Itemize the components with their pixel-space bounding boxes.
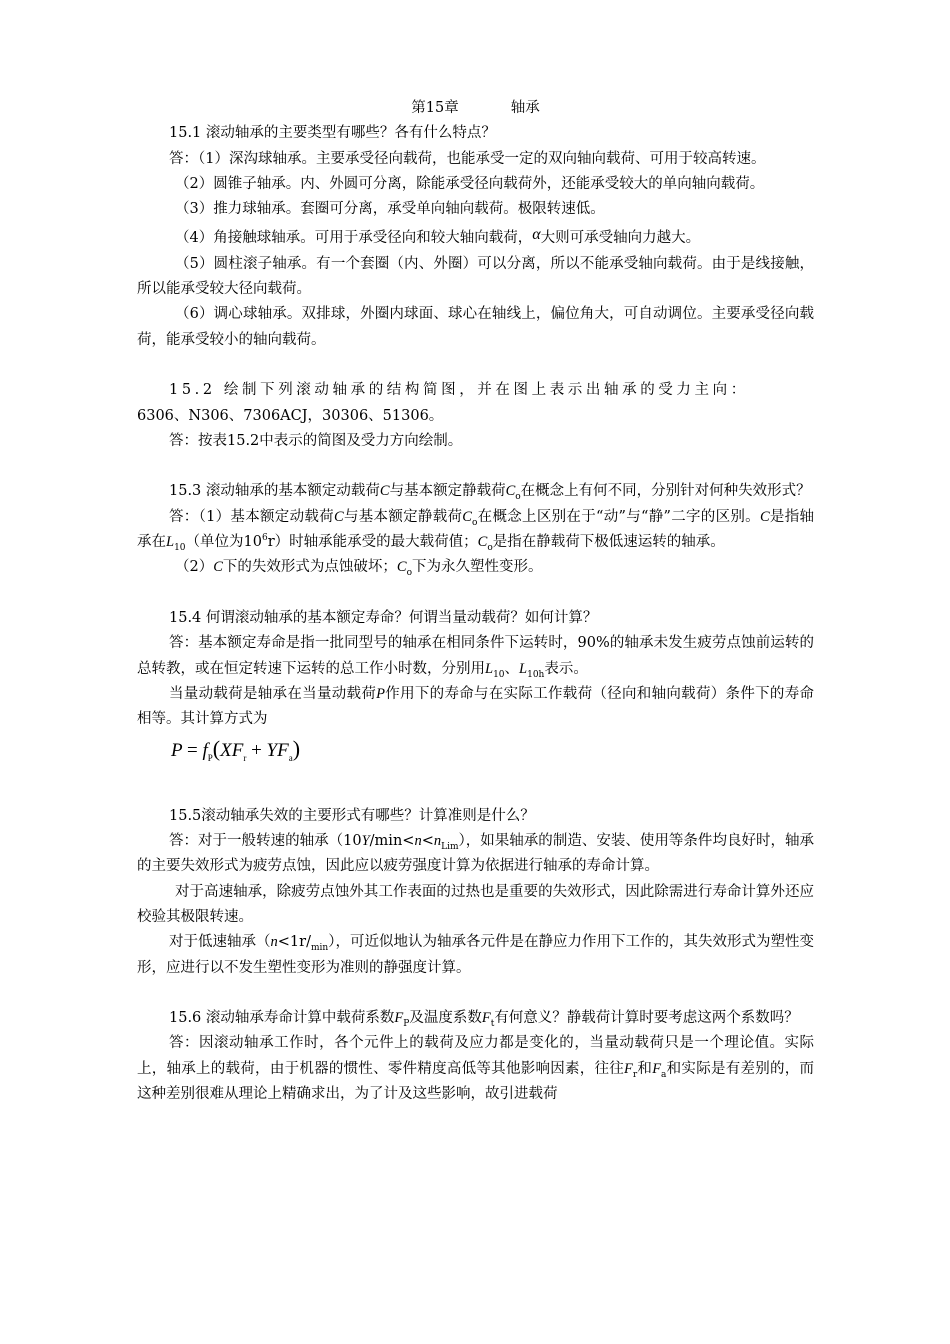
answer-15-1-item-4: （4）角接触球轴承。可用于承受径向和较大轴向载荷，α大则可承受轴向力越大。 — [175, 226, 701, 247]
answer-15-5-high-speed: 对于高速轴承，除疲劳点蚀外其工作表面的过热也是重要的失效形式，因此除需进行寿命计算外还应校验其极限转速。 — [137, 883, 814, 925]
answer-15-3-item-1: 答：（1）基本额定动载荷C与基本额定静载荷$C_o$在概念上区别在于“动”与“静”二字的区别。C是指轴承在$L_{10}$（单位为$10^6r$）时轴承能承受的最大载荷值；$C_o$是指在静载荷下极低速运转的轴承。 — [137, 508, 815, 553]
answer-15-1-item-1: 答：（1）深沟球轴承。主要承受径向载荷，也能承受一定的双向轴向载荷、可用于较高转速。 — [169, 150, 766, 167]
answer-15-3-item-2: （2）C下的失效形式为点蚀破坏；$C_o$下为永久塑性变形。 — [175, 559, 543, 579]
question-15-1: 15.1 滚动轴承的主要类型有哪些？各有什么特点？ — [169, 125, 496, 142]
answer-15-1-item-3: （3）推力球轴承。套圈可分离，承受单向轴向载荷。极限转速低。 — [175, 201, 605, 218]
question-15-2: 15.2 绘制下列滚动轴承的结构简图，并在图上表示出轴承的受力主向： — [169, 382, 749, 399]
chapter-number: 第15章 — [411, 100, 459, 116]
question-15-5: 15.5滚动轴承失效的主要形式有哪些？计算准则是什么？ — [169, 807, 535, 824]
document-page — [137, 96, 814, 1107]
answer-15-4-equivalent-load: 当量动载荷是轴承在当量动载荷P作用下的寿命与在实际工作载荷（径向和轴向载荷）条件下的寿命相等。其计算方式为 — [137, 685, 815, 728]
question-15-2-tail: 6306、N306、7306ACJ，30306、51306。 — [137, 407, 444, 424]
equivalent-load-formula: $P = f_P(XF_r + YF_a)$ — [171, 736, 301, 764]
answer-15-4-life: 答：基本额定寿命是指一批同型号的轴承在相同条件下运转时，90%的轴承未发生疲劳点蚀前运转的总转教，或在恒定转速下运转的总工作小时数，分别用$L_{10}$、$L_{10h}$表示。 — [137, 635, 814, 680]
answer-15-5-normal-speed: 答：对于一般转速的轴承$(10Y/\min<n<n_{Lim})$，如果轴承的制造、安装、使用等条件均良好时，轴承的主要失效形式为疲劳点蚀，因此应以疲劳强度计算为依据进行轴承的寿命计算。 — [137, 833, 815, 875]
question-15-6: 15.6 滚动轴承寿命计算中载荷系数$F_P$及温度系数$F_t$有何意义？静载荷计算时要考虑这两个系数吗？ — [169, 1010, 799, 1029]
question-15-3: 15.3 滚动轴承的基本额定动载荷C与基本额定静载荷$C_o$在概念上有何不同，分别针对何种失效形式？ — [169, 483, 811, 503]
answer-15-1-item-6: （6）调心球轴承。双排球，外圈内球面、球心在轴线上，偏位角大，可自动调位。主要承受径向载荷，能承受较小的轴向载荷。 — [137, 306, 814, 348]
question-15-4: 15.4 何谓滚动轴承的基本额定寿命？何谓当量动载荷？如何计算？ — [169, 609, 598, 626]
chapter-subject: 轴承 — [510, 100, 540, 116]
answer-15-2: 答：按表15.2中表示的简图及受力方向绘制。 — [169, 432, 463, 449]
chapter-title — [137, 96, 814, 121]
answer-15-1-item-2: （2）圆锥子轴承。内、外圆可分离，除能承受径向载荷外，还能承受较大的单向轴向载荷。 — [175, 175, 765, 192]
answer-15-1-item-5: （5）圆柱滚子轴承。有一个套圈（内、外圈）可以分离，所以不能承受轴向载荷。由于是线接触，所以能承受较大径向载荷。 — [137, 255, 814, 298]
answer-15-6: 答：因滚动轴承工作时，各个元件上的载荷及应力都是变化的，当量动载荷只是一个理论值。实际上，轴承上的载荷，由于机器的惯性、零件精度高低等其他影响因素，往往$F_r$和$F_a$和实际是有差别的，而这种差别很难从理论上精确求出，为了计及这些影响，故引进载荷 — [137, 1035, 814, 1102]
answer-15-5-low-speed: 对于低速轴承$(n<1r/_{min})$，可近似地认为轴承各元件是在静应力作用下工作的，其失效形式为塑性变形，应进行以不发生塑性变形为准则的静强度计算。 — [137, 934, 814, 976]
alpha-symbol: α — [532, 226, 541, 244]
